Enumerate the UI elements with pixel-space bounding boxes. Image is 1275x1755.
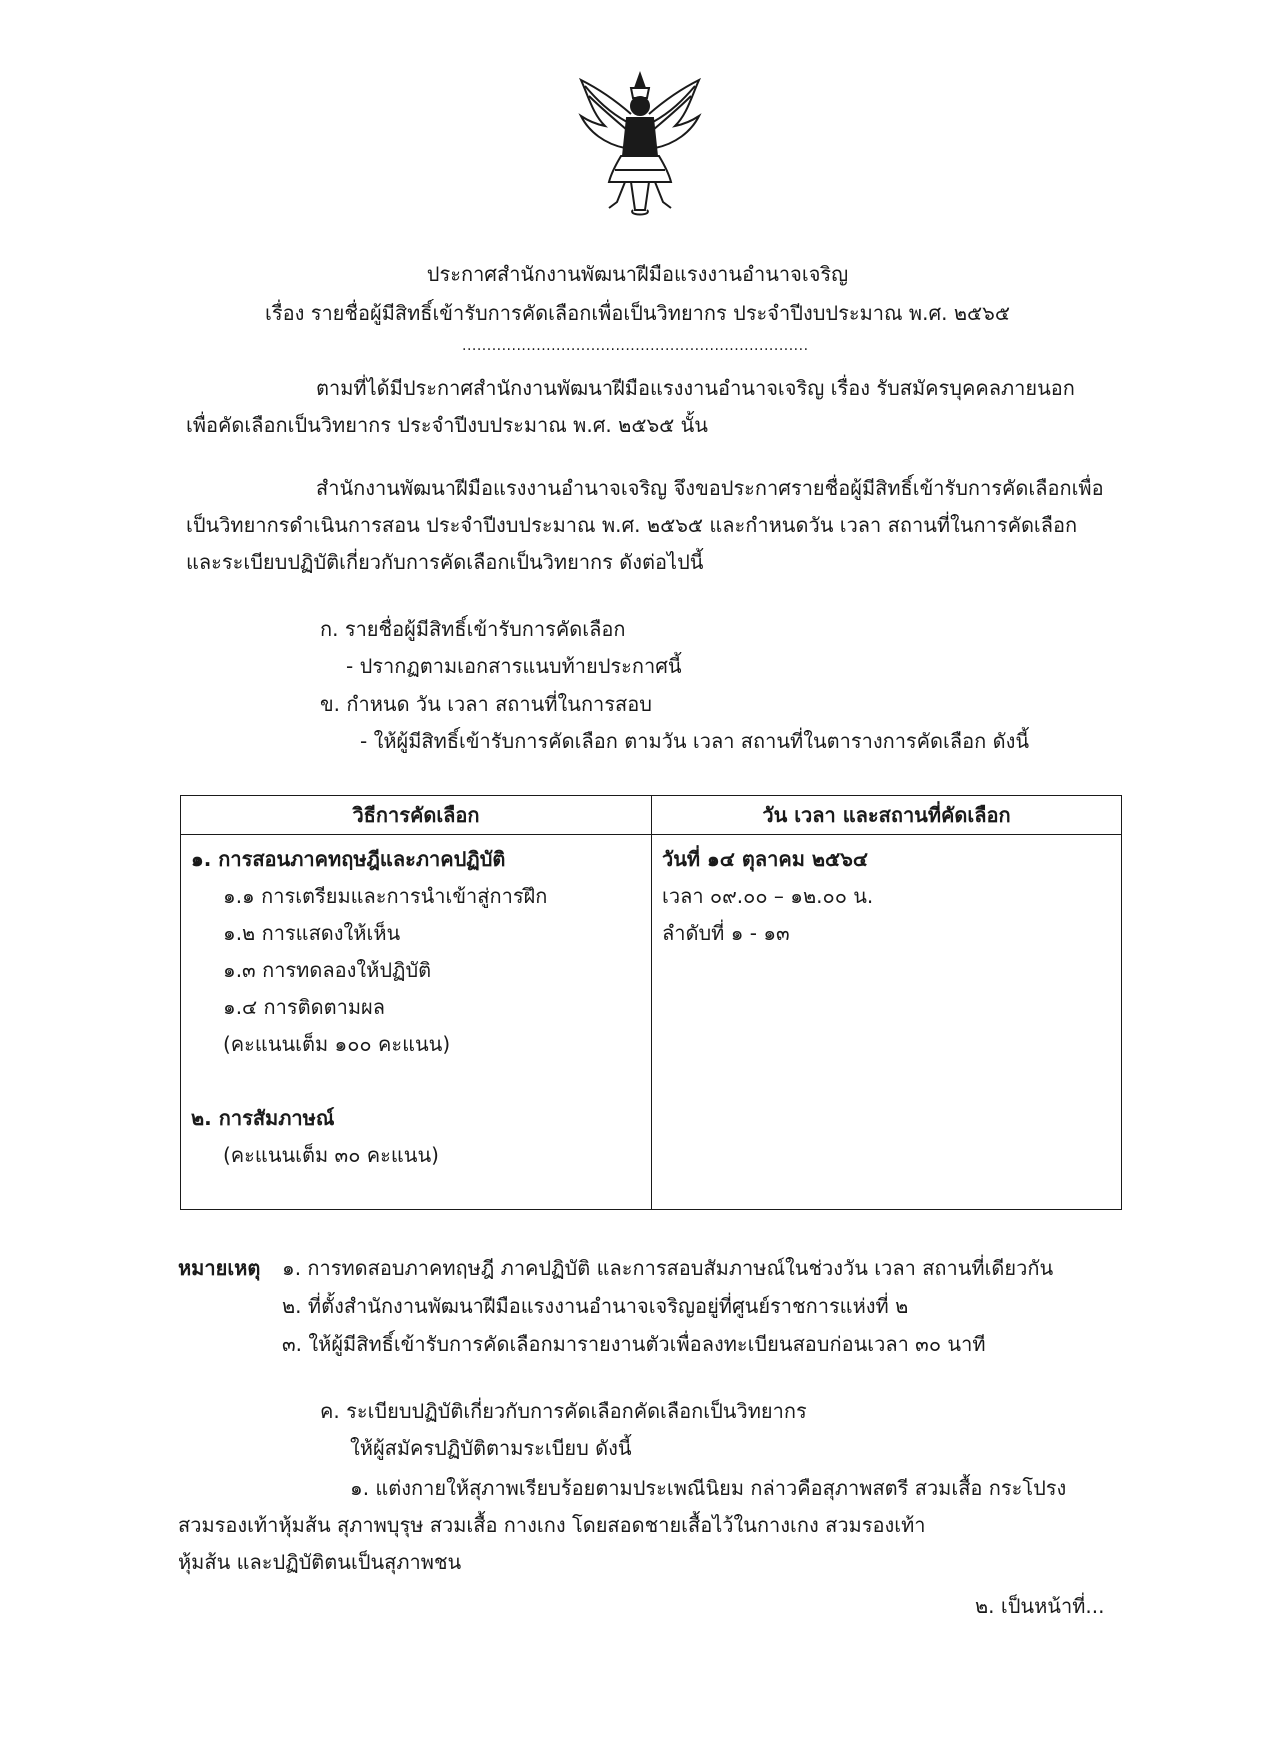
- section-c-item-1-line-3: หุ้มส้น และปฏิบัติตนเป็นสุภาพชน: [178, 1550, 462, 1574]
- method-sub-2: ๑.๒ การแสดงให้เห็น: [223, 921, 401, 945]
- announcement-title: ประกาศสำนักงานพัฒนาฝีมือแรงงานอำนาจเจริญ: [426, 262, 849, 286]
- section-c-item-1-line-1: ๑. แต่งกายให้สุภาพเรียบร้อยตามประเพณีนิยม กล่าวคือสุภาพสตรี สวมเสื้อ กระโปรง: [350, 1476, 1067, 1500]
- method-score-2: (คะแนนเต็ม ๓๐ คะแนน): [223, 1143, 439, 1167]
- selection-time: เวลา ๐๙.๐๐ – ๑๒.๐๐ น.: [662, 884, 874, 908]
- selection-order: ลำดับที่ ๑ - ๑๓: [662, 921, 790, 945]
- announcement-line-3: และระเบียบปฏิบัติเกี่ยวกับการคัดเลือกเป็นวิทยากร ดังต่อไปนี้: [186, 550, 704, 574]
- table-header-row: [181, 796, 1122, 835]
- section-a-title: ก. รายชื่อผู้มีสิทธิ์เข้ารับการคัดเลือก: [320, 617, 626, 641]
- section-c-intro: ให้ผู้สมัครปฏิบัติตามระเบียบ ดังนี้: [350, 1436, 632, 1460]
- section-a-item: - ปรากฏตามเอกสารแนบท้ายประกาศนี้: [346, 654, 682, 678]
- section-c-item-1: [178, 1470, 1128, 1581]
- method-sub-1: ๑.๑ การเตรียมและการนำเข้าสู่การฝึก: [223, 884, 548, 908]
- method-cell: [181, 835, 652, 1210]
- selection-date: วันที่ ๑๔ ตุลาคม ๒๕๖๔: [662, 847, 868, 871]
- method-item-1: ๑. การสอนภาคทฤษฎีและภาคปฏิบัติ: [191, 847, 506, 871]
- note-1: ๑. การทดสอบภาคทฤษฎี ภาคปฏิบัติ และการสอบสัมภาษณ์ในช่วงวัน เวลา สถานที่เดียวกัน: [282, 1256, 1054, 1280]
- table-row: [181, 835, 1122, 1210]
- section-c-item-1-line-2: สวมรองเท้าหุ้มส้น สุภาพบุรุษ สวมเสื้อ กางเกง โดยสอดชายเสื้อไว้ในกางเกง สวมรองเท้า: [178, 1513, 926, 1537]
- garuda-emblem-icon: [575, 70, 705, 220]
- announcement-subject: เรื่อง รายชื่อผู้มีสิทธิ์เข้ารับการคัดเลือกเพื่อเป็นวิทยากร ประจำปีงบประมาณ พ.ศ. ๒๕๖๕: [264, 301, 1011, 325]
- page-continuation: ๒. เป็นหน้าที่...: [975, 1594, 1105, 1618]
- announcement-paragraph: [186, 470, 1126, 581]
- note-3: ๓. ให้ผู้มีสิทธิ์เข้ารับการคัดเลือกมารายงานตัวเพื่อลงทะเบียนสอบก่อนเวลา ๓๐ นาที: [282, 1332, 986, 1356]
- intro-line-2: เพื่อคัดเลือกเป็นวิทยากร ประจำปีงบประมาณ พ.ศ. ๒๕๖๕ นั้น: [186, 413, 708, 437]
- section-b-item: - ให้ผู้มีสิทธิ์เข้ารับการคัดเลือก ตามวัน เวลา สถานที่ในตารางการคัดเลือก ดังนี้: [360, 729, 1030, 753]
- notes-label: หมายเหตุ: [178, 1256, 261, 1280]
- section-c-title: ค. ระเบียบปฏิบัติเกี่ยวกับการคัดเลือกคัดเลือกเป็นวิทยากร: [320, 1399, 807, 1423]
- method-score-1: (คะแนนเต็ม ๑๐๐ คะแนน): [223, 1032, 451, 1056]
- announcement-line-2: เป็นวิทยากรดำเนินการสอน ประจำปีงบประมาณ พ.ศ. ๒๕๖๕ และกำหนดวัน เวลา สถานที่ในการคัดเลือก: [186, 513, 1078, 537]
- method-sub-3: ๑.๓ การทดลองให้ปฏิบัติ: [223, 958, 432, 982]
- announcement-line-1: สำนักงานพัฒนาฝีมือแรงงานอำนาจเจริญ จึงขอประกาศรายชื่อผู้มีสิทธิ์เข้ารับการคัดเลือกเพื่อ: [316, 476, 1104, 500]
- table-header-method: วิธีการคัดเลือก: [181, 796, 652, 835]
- dotted-separator: ......................................................................: [462, 338, 809, 354]
- note-2: ๒. ที่ตั้งสำนักงานพัฒนาฝีมือแรงงานอำนาจเจริญอยู่ที่ศูนย์ราชการแห่งที่ ๒: [282, 1294, 909, 1318]
- selection-schedule-table: [180, 795, 1122, 1210]
- intro-line-1: ตามที่ได้มีประกาศสำนักงานพัฒนาฝีมือแรงงานอำนาจเจริญ เรื่อง รับสมัครบุคคลภายนอก: [316, 376, 1075, 400]
- table-header-datetime: วัน เวลา และสถานที่คัดเลือก: [652, 796, 1122, 835]
- method-item-2: ๒. การสัมภาษณ์: [191, 1106, 335, 1130]
- method-sub-4: ๑.๔ การติดตามผล: [223, 995, 385, 1019]
- section-b-title: ข. กำหนด วัน เวลา สถานที่ในการสอบ: [320, 692, 652, 716]
- intro-paragraph: [186, 370, 1126, 444]
- datetime-cell: [652, 835, 1122, 1210]
